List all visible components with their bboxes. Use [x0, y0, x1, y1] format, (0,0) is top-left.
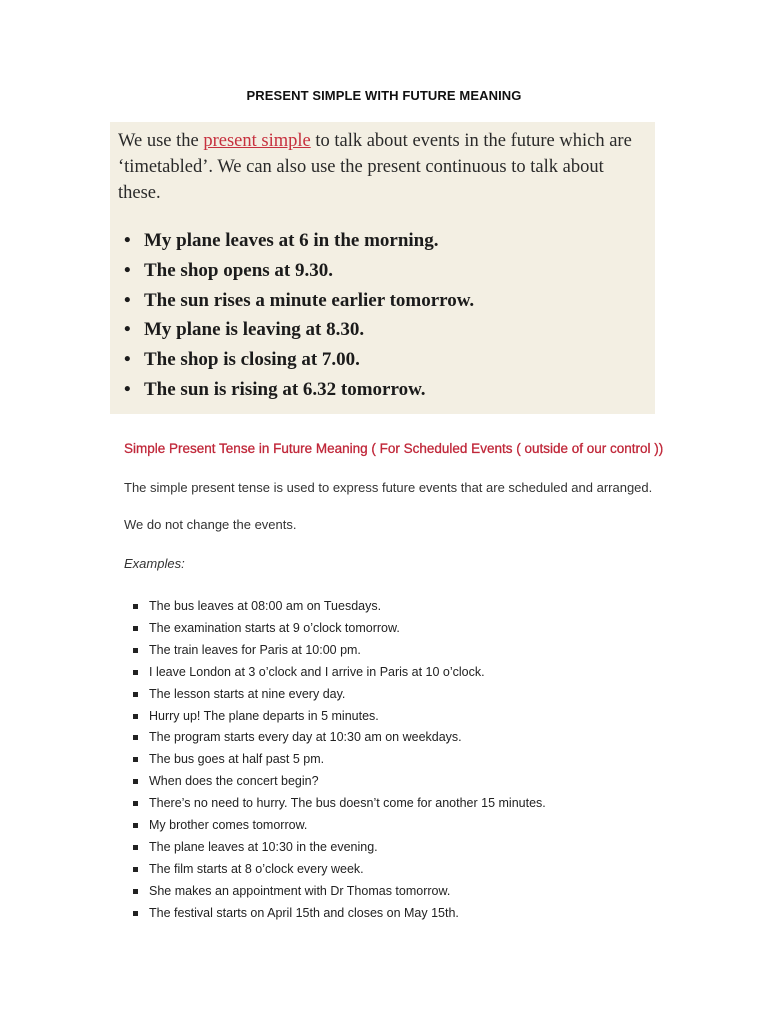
list-item: Hurry up! The plane departs in 5 minutes.	[133, 706, 546, 728]
list-item: The lesson starts at nine every day.	[133, 684, 546, 706]
list-item: She makes an appointment with Dr Thomas tomorrow.	[133, 881, 546, 903]
section-heading: Simple Present Tense in Future Meaning ( For Scheduled Events ( outside of our control ))	[124, 441, 664, 456]
list-item: The train leaves for Paris at 10:00 pm.	[133, 640, 546, 662]
list-item: • The shop opens at 9.30.	[118, 256, 647, 286]
list-item: The festival starts on April 15th and closes on May 15th.	[133, 903, 546, 925]
list-item: When does the concert begin?	[133, 771, 546, 793]
list-item: • The sun rises a minute earlier tomorrow.	[118, 286, 647, 316]
list-item: The bus goes at half past 5 pm.	[133, 749, 546, 771]
note-paragraph: We do not change the events.	[124, 517, 297, 532]
list-item: The program starts every day at 10:30 am on weekdays.	[133, 727, 546, 749]
examples-list	[133, 596, 546, 925]
list-item: The film starts at 8 o’clock every week.	[133, 859, 546, 881]
list-item: • My plane leaves at 6 in the morning.	[118, 226, 647, 256]
list-item: • The sun is rising at 6.32 tomorrow.	[118, 375, 647, 405]
timetable-example-list	[118, 226, 647, 405]
list-item: The examination starts at 9 o’clock tomorrow.	[133, 618, 546, 640]
intro-text-before: We use the	[118, 131, 204, 151]
examples-label: Examples:	[124, 556, 185, 571]
present-simple-link[interactable]: present simple	[203, 131, 311, 151]
list-item: The bus leaves at 08:00 am on Tuesdays.	[133, 596, 546, 618]
list-item: There’s no need to hurry. The bus doesn’t come for another 15 minutes.	[133, 793, 546, 815]
definition-box	[110, 122, 655, 414]
list-item: My brother comes tomorrow.	[133, 815, 546, 837]
list-item: The plane leaves at 10:30 in the evening.	[133, 837, 546, 859]
explanation-paragraph: The simple present tense is used to express future events that are scheduled and arranged.	[124, 480, 653, 495]
intro-text-after: to talk about events in the future which are ‘timetabled’. We can also use the present continuous to talk about these.	[118, 131, 632, 203]
intro-paragraph	[118, 128, 647, 206]
page-title: PRESENT SIMPLE WITH FUTURE MEANING	[246, 88, 522, 103]
list-item: • My plane is leaving at 8.30.	[118, 315, 647, 345]
list-item: I leave London at 3 o’clock and I arrive in Paris at 10 o’clock.	[133, 662, 546, 684]
list-item: • The shop is closing at 7.00.	[118, 345, 647, 375]
